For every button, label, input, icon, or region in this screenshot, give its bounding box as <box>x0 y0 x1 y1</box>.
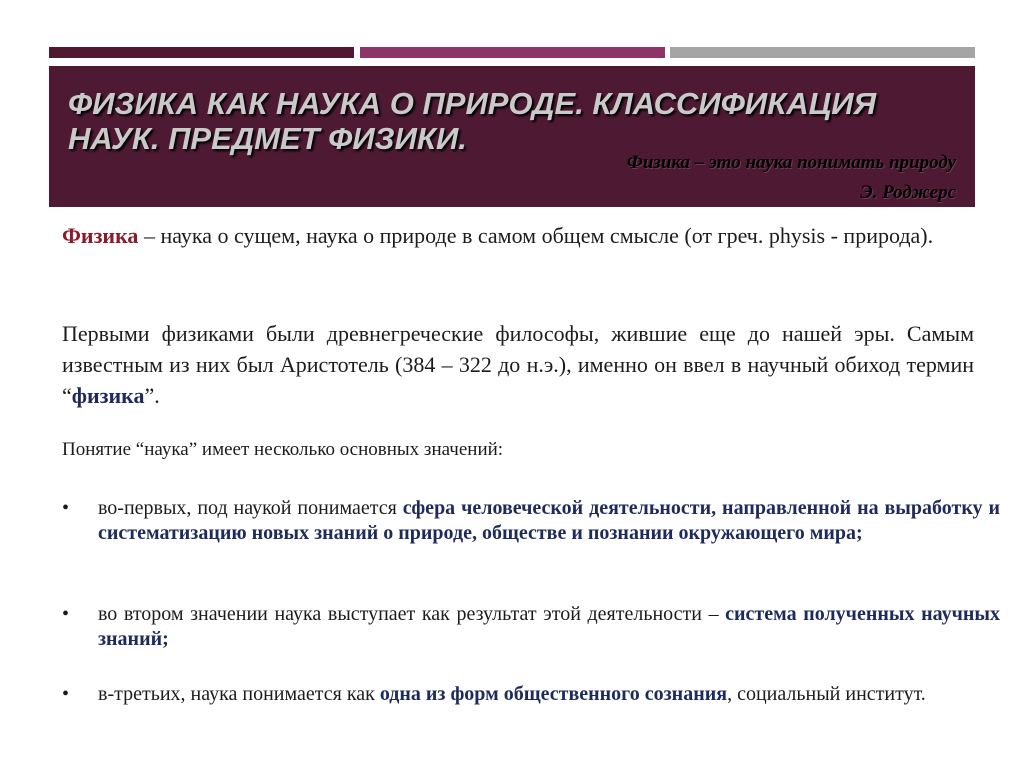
list-item-text: во втором значении наука выступает как результат этой деятельности – <box>98 603 726 625</box>
list-item <box>62 496 1000 546</box>
epigraph-quote: Физика – это наука понимать природу <box>626 152 956 173</box>
list-item-highlight: сфера человеческой деятельности, направленной на выработку и систематизацию новых знаний о природе, обществе и познании окружающего мира; <box>98 497 1000 544</box>
top-accent-bar-3 <box>670 47 975 58</box>
bullet-marker: • <box>62 497 70 519</box>
bullet-marker: • <box>62 603 70 625</box>
meanings-intro: Понятие “наука” имеет несколько основных значений: <box>62 439 504 460</box>
list-item-highlight: система полученных научных знаний; <box>98 603 1000 650</box>
history-end: ”. <box>144 383 160 408</box>
top-accent-bar-1 <box>49 47 354 58</box>
definition-text: – наука о сущем, наука о природе в самом общем смысле (от греч. physis - природа). <box>138 223 934 248</box>
list-item-text: в-третьих, наука понимается как <box>98 683 380 705</box>
history-term: физика <box>71 383 145 408</box>
list-item-after: , социальный институт. <box>727 683 926 705</box>
epigraph <box>627 148 956 208</box>
list-item <box>62 602 1000 652</box>
history-text: Первыми физиками были древнегреческие философы, жившие еще до нашей эры. Самым известным из них был Аристотель (384 – 322 до н.э.), именно он ввел в научный обиход термин “ <box>62 321 974 408</box>
definition-paragraph <box>62 220 974 251</box>
history-paragraph <box>62 318 974 411</box>
epigraph-author: Э. Роджерс <box>860 182 956 203</box>
bullet-marker: • <box>62 683 70 705</box>
slide-header <box>49 66 975 207</box>
slide-title: ФИЗИКА КАК НАУКА О ПРИРОДЕ. КЛАССИФИКАЦИЯ НАУК. ПРЕДМЕТ ФИЗИКИ. <box>68 86 877 156</box>
definition-term: Физика <box>62 223 139 248</box>
list-item <box>62 682 1000 707</box>
list-item-highlight: одна из форм общественного сознания <box>379 683 728 705</box>
top-accent-bar-2 <box>360 47 665 58</box>
list-item-text: во-первых, под наукой понимается <box>98 497 403 519</box>
